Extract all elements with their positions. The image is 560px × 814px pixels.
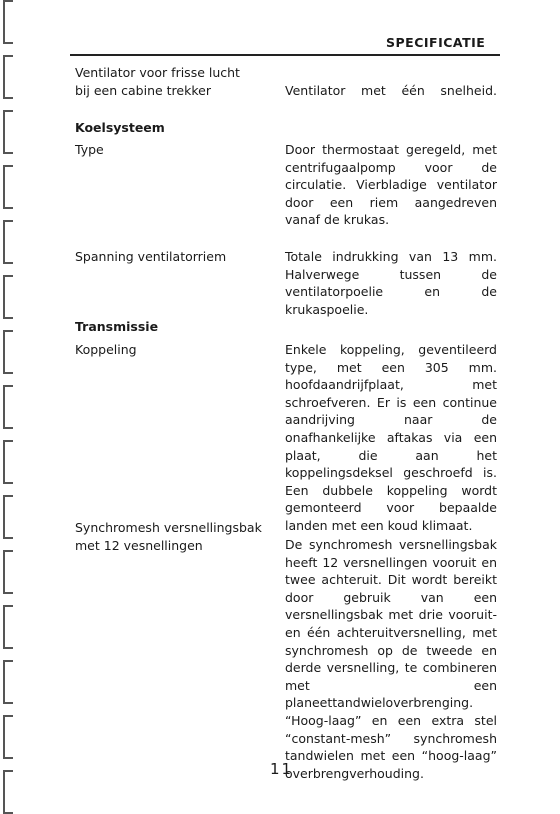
binding-mark bbox=[3, 385, 13, 429]
binding-mark bbox=[3, 55, 13, 99]
page-number: 11 bbox=[270, 760, 294, 778]
binding-mark bbox=[3, 275, 13, 319]
header-rule bbox=[70, 54, 500, 56]
page-title: SPECIFICATIE bbox=[386, 35, 486, 50]
binding-mark bbox=[3, 0, 13, 44]
synchromesh-value: De synchromesh versnellingsbak heeft 12 versnellingen vooruit en twee achteruit. Dit wordt bereikt door gebruik van een versnellingsbak met drie vooruit- en één achteruitversnelling, met synchromesh op de tweede en derde versnelling, te combineren met een planeettandwieloverbrenging. “Hoog-laag” en een extra stel “constant-mesh” synchromesh tandwielen met een “hoog-laag” overbrengverhouding. bbox=[285, 537, 497, 781]
binding-mark bbox=[3, 495, 13, 539]
binding-mark bbox=[3, 110, 13, 154]
binding-mark bbox=[3, 440, 13, 484]
binding-mark bbox=[3, 550, 13, 594]
binding-mark bbox=[3, 605, 13, 649]
synchromesh-label: Synchromesh versnellingsbak met 12 vesnellingen bbox=[75, 520, 262, 553]
binding-mark bbox=[3, 715, 13, 759]
koppeling-value: Enkele koppeling, geventileerd type, met een 305 mm. hoofdaandrijfplaat, met schroefveren. Er is een continue aandrijving naar de onafhankelijke aftakas via een plaat, die aan het koppelingsdeksel geschroefd is. Een dubbele koppeling wordt gemonteerd voor bepaalde landen met een koud klimaat. bbox=[285, 342, 497, 533]
transmissie-heading: Transmissie bbox=[75, 319, 159, 334]
ventilator-value: Ventilator met één snelheid. bbox=[285, 83, 497, 98]
type-value: Door thermostaat geregeld, met centrifugaalpomp voor de circulatie. Vierbladige ventilator door een riem aangedreven vanaf de krukas. bbox=[285, 142, 497, 228]
binding-mark bbox=[3, 165, 13, 209]
koppeling-label: Koppeling bbox=[75, 342, 137, 357]
binding-mark bbox=[3, 330, 13, 374]
koelsysteem-heading: Koelsysteem bbox=[75, 120, 165, 135]
spanning-value: Totale indrukking van 13 mm. Halverwege tussen de ventilatorpoelie en de krukaspoelie. bbox=[285, 249, 497, 317]
ventilator-label: Ventilator voor frisse lucht bij een cabine trekker bbox=[75, 65, 240, 98]
binding-mark bbox=[3, 660, 13, 704]
spanning-label: Spanning ventilatorriem bbox=[75, 249, 227, 264]
binding-mark bbox=[3, 220, 13, 264]
binding-mark bbox=[3, 770, 13, 814]
type-label: Type bbox=[75, 142, 104, 157]
